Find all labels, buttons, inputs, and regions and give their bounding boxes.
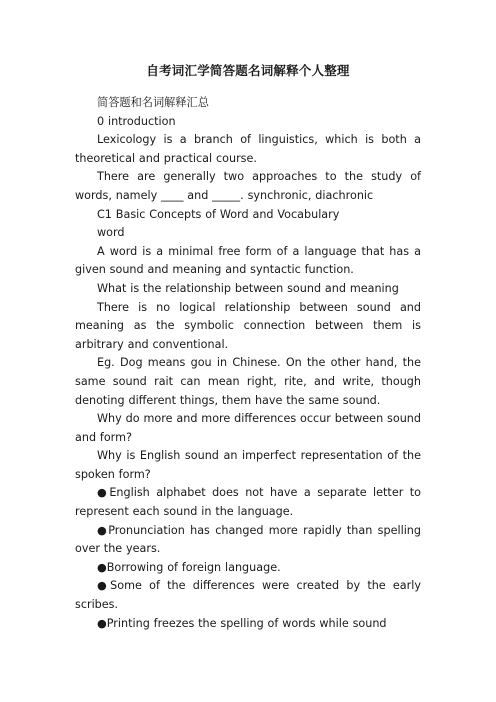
question-differences: Why do more and more differences occur between sound and form?	[75, 412, 421, 444]
section-heading-introduction: 0 introduction	[97, 114, 176, 128]
paragraph-two-approaches: There are generally two approaches to the study of words, namely ____ and _____. synchronic, diachronic	[75, 170, 421, 202]
bullet-printing: ●Printing freezes the spelling of words while sound	[97, 616, 387, 630]
paragraph-lexicology-definition: Lexicology is a branch of linguistics, which is both a theoretical and practical course.	[75, 133, 421, 165]
section-heading-c1: C1 Basic Concepts of Word and Vocabulary	[97, 207, 340, 221]
example-dog: Eg. Dog means gou in Chinese. On the other hand, the same sound rait can mean right, rite, and write, though denoting different things, them have the same sound.	[75, 356, 421, 407]
bullet-borrowing: ●Borrowing of foreign language.	[97, 560, 281, 574]
section-heading-summary: 简答题和名词解释汇总	[97, 96, 209, 109]
paragraph-word-definition: A word is a minimal free form of a language that has a given sound and meaning and syntactic function.	[75, 244, 421, 277]
document-title: 自考词汇学简答题名词解释个人整理	[146, 63, 350, 78]
question-sound-meaning: What is the relationship between sound and meaning	[97, 281, 399, 295]
answer-sound-meaning: There is no logical relationship between sound and meaning as the symbolic connection between them is arbitrary and conventional.	[75, 300, 421, 351]
bullet-alphabet: ●English alphabet does not have a separate letter to represent each sound in the language.	[75, 486, 421, 519]
term-word: word	[97, 226, 125, 240]
question-imperfect-representation: Why is English sound an imperfect representation of the spoken form?	[75, 449, 421, 481]
bullet-pronunciation: ●Pronunciation has changed more rapidly than spelling over the years.	[75, 523, 421, 556]
bullet-scribes: ●Some of the differences were created by the early scribes.	[75, 579, 421, 612]
